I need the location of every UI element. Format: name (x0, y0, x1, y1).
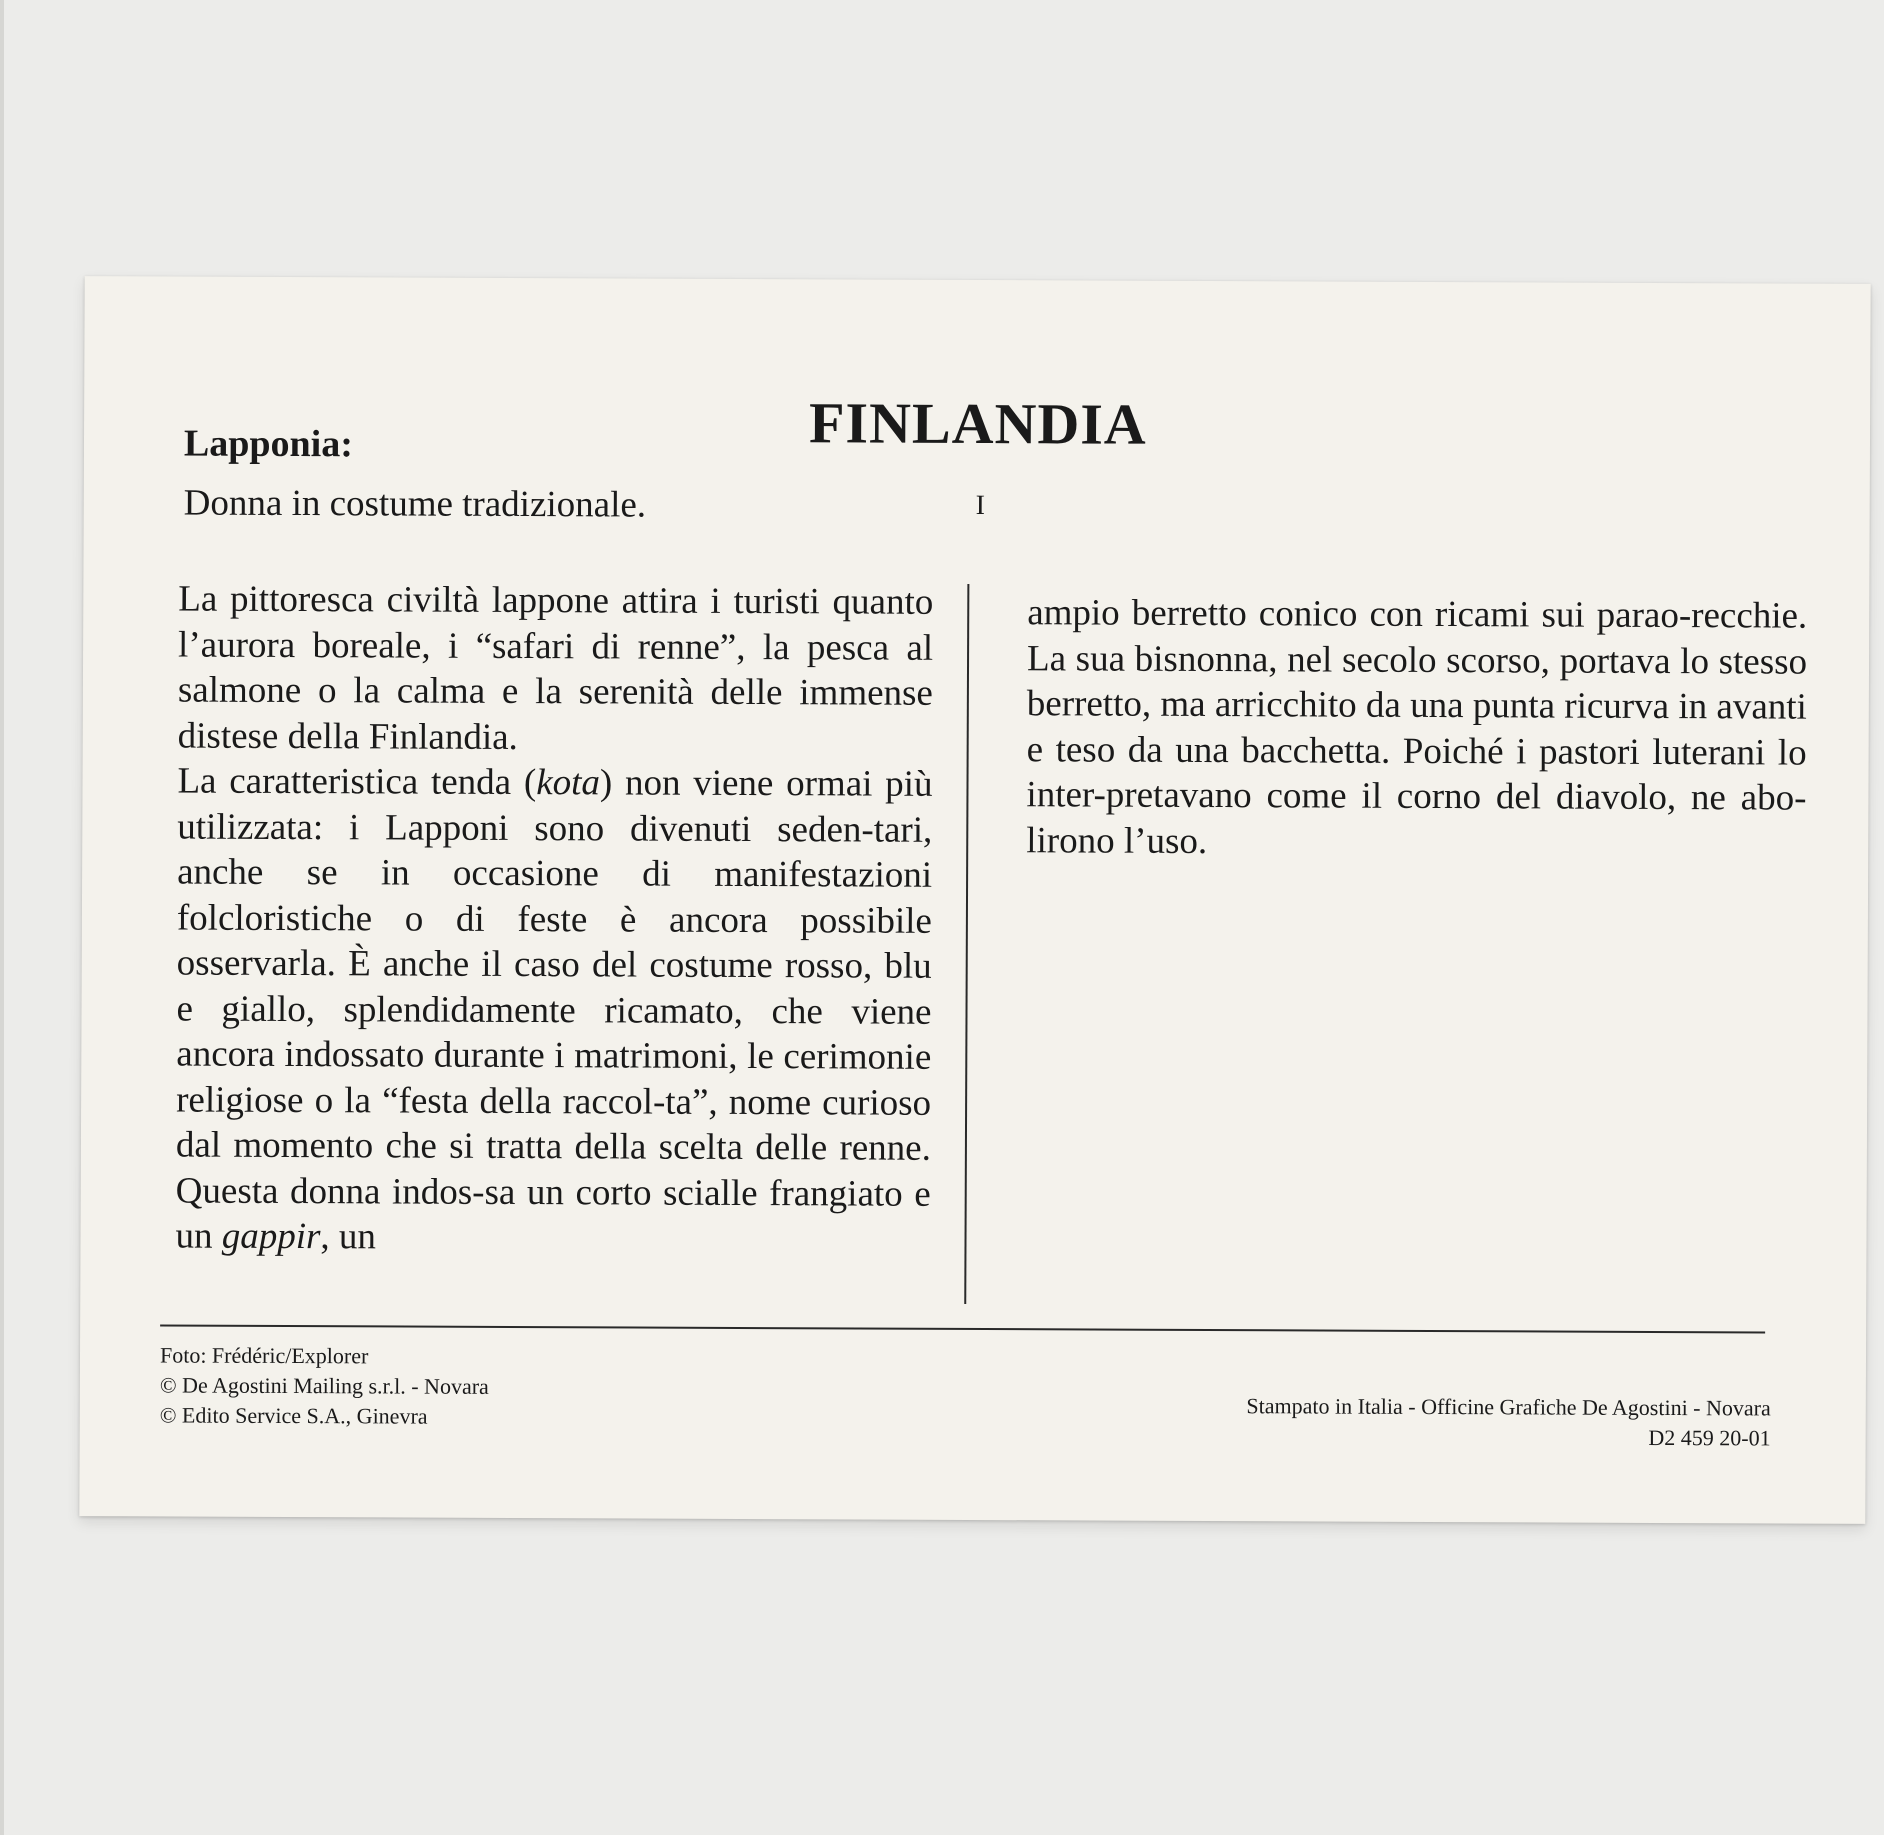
copyright-line: © Edito Service S.A., Ginevra (159, 1402, 428, 1429)
printer-line: Stampato in Italia - Officine Grafiche De Agostini - Novara (1246, 1393, 1771, 1421)
credits (160, 1340, 489, 1431)
product-code: D2 459 20-01 (1648, 1424, 1771, 1451)
scan-edge (0, 0, 4, 1835)
italic-term-kota: kota (536, 762, 601, 804)
card-title: FINLANDIA (808, 390, 1147, 457)
place-heading: Lapponia: (183, 422, 354, 466)
printer-info (1246, 1391, 1771, 1453)
postcard (79, 276, 1870, 1524)
text-span: , un (320, 1216, 377, 1258)
text-column-left (175, 577, 933, 1263)
footer-rule (160, 1324, 1765, 1333)
text-span: ) non viene ormai più utilizzata: i Lapponi sono divenuti seden-tari, anche se in occasione di manifestazioni folcloristiche o di feste è ancora possibile osservarla. È anche il caso del costume rosso, blu e giallo, splendidamente ricamato, che viene ancora indossato durante i matrimoni, le cerimonie religiose o la “festa della raccol-ta”, nome curioso dal momento che si tratta della scelta delle renne. Questa donna indos-sa un corto scialle frangiato e un (175, 762, 933, 1257)
italic-term-gappir: gappir (221, 1215, 321, 1258)
paragraph-intro: La pittoresca civiltà lappone attira i turisti quanto l’aurora boreale, i “safari di renne”, la pesca al salmone o la calma e la serenità delle immense distese della Finlandia. (177, 578, 934, 758)
column-divider (964, 584, 969, 1304)
card-subtitle: Donna in costume tradizionale. (183, 482, 647, 526)
text-span: La caratteristica tenda ( (177, 760, 537, 804)
copyright-line: © De Agostini Mailing s.r.l. - Novara (159, 1372, 489, 1399)
paragraph-continued: ampio berretto conico con ricami sui parao-recchie. La sua bisnonna, nel secolo scorso, portava lo stesso berretto, ma arricchito da una punta ricurva in avanti e teso da una bacchetta. Poiché i pastori luterani lo inter-pretavano come il corno del diavolo, ne abo-lirono l’uso. (1026, 592, 1808, 862)
text-column-right (1026, 590, 1807, 866)
photo-credit: Foto: Frédéric/Explorer (159, 1342, 369, 1369)
roman-numeral: I (975, 489, 986, 522)
paragraph-costume (175, 759, 932, 1263)
